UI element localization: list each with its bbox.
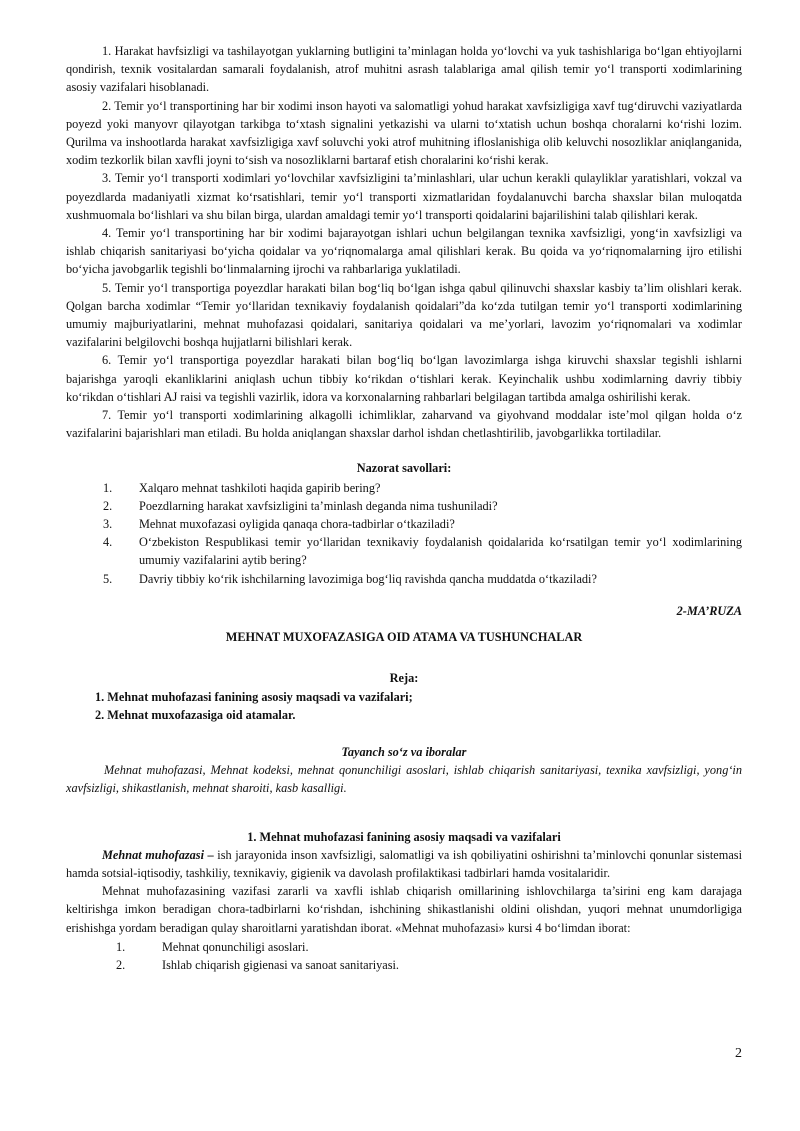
question-number: 3.: [103, 517, 113, 532]
plan-item: 1. Mehnat muhofazasi fanining asosiy maqsadi va vazifalari;: [95, 689, 413, 704]
document-page: [66, 42, 742, 974]
question-text: Davriy tibbiy ko‘rik ishchilarning lavozimiga bog‘liq ravishda qancha muddatda o‘tkaziladi?: [139, 571, 597, 586]
rule-paragraph-6: 6. Temir yo‘l transportiga poyezdlar harakati bilan bog‘liq bo‘lgan lavozimlarga ishga kiruvchi shaxslar tegishli ishlarni bajarishga yaroqli ekanliklarini aniqlash uchun tibbiy ko‘rikdan o‘tishlari kerak. Keyinchalik ushbu xodimlarning davriy tibbiy ko‘rikdan o‘tishlari AJ raisi va tegishli vazirlik, idora va korxonalarning rahbarlari belgilagan tartibda amalga oshirilishi kerak.: [66, 353, 742, 404]
question-text: O‘zbekiston Respublikasi temir yo‘llaridan texnikaviy foydalanish qoidalarida ko‘rsatilgan temir yo‘l xodimlarining umumiy vazifalarini aytib bering?: [139, 535, 742, 568]
definition-text: ish jarayonida inson xavfsizligi, salomatligi va ish qobiliyatini oshirishni ta’minlovchi qonunlar sistemasi hamda sotsial-iqtisodiy, tashkiliy, texnikaviy, gigienik va davolash profilaktikasi tadbirlari hamda vositalaridir.: [66, 847, 742, 880]
list-item: [66, 533, 742, 569]
rule-paragraph-3: 3. Temir yo‘l transporti xodimlari yo‘lovchilar xavfsizligini ta’minlashlari, ular uchun kerakli qulayliklar yaratishlari, vokzal va poyezdlarda madaniyatli xizmat ko‘rsatishlari, temir yo‘l transporti xizmatlaridan foydalanuvchi barcha shaxslar bilan muloqatda xushmuomala bo‘lishlari va shu bilan birga, ulardan amaldagi temir yo‘l transporti qoidalarini bajarilishini talab qilishlari kerak.: [66, 171, 742, 222]
plan-list: [66, 688, 742, 724]
list-item: [66, 956, 742, 974]
section-paragraph: Mehnat muhofazasining vazifasi zararli va xavfli ishlab chiqarish omillarining ishlovchilarga ta’sirini eng kam darajaga keltirishga imkon beradigan chora-tadbirlarni ko‘rishdan, ishchining shikastlanishi oldini olishdan, yuqori mehnat unumdorligiga erishishga yordam beradigan qulay sharoitlarni yaratishdan iborat. «Mehnat muhofazasi» kursi 4 bo‘limdan iborat:: [66, 884, 742, 935]
list-item: [66, 515, 742, 533]
list-item: [66, 497, 742, 515]
questions-list: [66, 479, 742, 588]
list-item: [66, 479, 742, 497]
list-item: [66, 570, 742, 588]
plan-item: 2. Mehnat muxofazasiga oid atamalar.: [95, 707, 296, 722]
rule-paragraph-4: 4. Temir yo‘l transportining har bir xodimi bajarayotgan ishlari uchun belgilangan texnika xavfsizligi, yong‘in xavfsizligi va ishlab chiqarish sanitariyasi bo‘yicha qoidalar va yo‘riqnomalarga amal qilishlari kerak. Bu qoida va yo‘riqnomalarning ijro etilishi bo‘yicha javobgarlik tegishli bo‘linmalarning ijrochi va rahbarlariga yuklatiladi.: [66, 226, 742, 277]
rule-paragraph-5: 5. Temir yo‘l transportiga poyezdlar harakati bilan bog‘liq bo‘lgan ishga qabul qilinuvchi shaxslar kasbiy ta’lim olishlari kerak. Qolgan barcha xodimlar “Temir yo‘llaridan texnikavіy foydalanish qoidalari”da ko‘zda tutilgan temir yo‘l transporti xodimlarining umumiy majburiyatlarini, mehnat muhofazasi qoidalari, sanitariya qoidalari va me’yorlari, lavozim yo‘riqnomalari va xodimlar vazifalarini belgilovchi boshqa hujjatlarni bilishlari kerak.: [66, 280, 742, 350]
list-item: [66, 938, 742, 956]
course-parts-list: [66, 938, 742, 974]
section-title: 1. Mehnat muhofazasi fanining asosiy maqsadi va vazifalari: [247, 829, 561, 844]
question-text: Xalqaro mehnat tashkiloti haqida gapirib bering?: [139, 480, 381, 495]
part-number: 2.: [116, 957, 126, 972]
question-number: 5.: [103, 571, 113, 586]
lecture-title: MEHNAT MUXOFAZASIGA OID ATAMA VA TUSHUNCHALAR: [225, 630, 583, 645]
definition-paragraph: [66, 846, 742, 882]
keywords-text: Mehnat muhofazasi, Mehnat kodeksi, mehnat qonunchiligi asoslari, ishlab chiqarish sanitariyasi, texnika xavfsizligi, yong‘in xavfsizligi, shikastlanish, mehnat sharoiti, kasb kasalligi.: [66, 763, 742, 796]
rule-paragraph-1: 1. Harakat havfsizligi va tashilayotgan yuklarning butligini ta’minlagan holda yo‘lovchi va yuk tashishlariga bo‘lgan ehtiyojlarni qondirish, texnik vositalardan samarali foydalanish, atrof muhitni asrash talablariga amal qilish temir yo‘l transporti xodimlarining asosiy vazifalari hisoblanadi.: [66, 44, 742, 95]
plan-title: Reja:: [389, 671, 419, 686]
part-text: Ishlab chiqarish gigienasi va sanoat sanitariyasi.: [162, 957, 399, 972]
keywords-title: Tayanch so‘z va iboralar: [341, 744, 467, 759]
questions-title: Nazorat savollari:: [356, 461, 452, 476]
question-number: 2.: [103, 498, 113, 513]
lecture-number: 2-MA’RUZA: [676, 603, 742, 618]
rule-paragraph-7: 7. Temir yo‘l transporti xodimlarining alkagolli ichimliklar, zaharvand va giyohvand moddalar iste’mol qilgan holda o‘z vazifalarini bajarishlari man etiladi. Bu holda aniqlangan shaxslar darhol ishdan chetlashtirilib, javobgarlikka tortiladilar.: [66, 408, 742, 441]
part-number: 1.: [116, 939, 126, 954]
question-text: Poezdlarning harakat xavfsizligini ta’minlash deganda nima tushuniladi?: [139, 498, 498, 513]
question-number: 1.: [103, 480, 113, 495]
question-number: 4.: [103, 535, 113, 550]
page-number: 2: [735, 1046, 742, 1061]
definition-term: Mehnat muhofazasi –: [102, 847, 214, 862]
question-text: Mehnat muxofazasi oyligida qanaqa chora-tadbirlar o‘tkaziladi?: [139, 517, 455, 532]
part-text: Mehnat qonunchiligi asoslari.: [162, 939, 309, 954]
rule-paragraph-2: 2. Temir yo‘l transportining har bir xodimi inson hayoti va salomatligi yohud harakat xavfsizligiga xavf tug‘diruvchi vaziyatlarda poyezd yoki manyovr qilayotgan tarkibga to‘xtash signalini yetkazishi va ularni to‘xtatish uchun boshqa choralarni ko‘rishi lozim. Qurilma va inshootlarda harakat xavfsizligiga xavf soluvchi yoki atrof muhitning ifloslanishiga olib keluvchi nosozliklar aniqlanganida, xodim tezkorlik bilan xavfli joyni to‘sish va nosozliklarni bartaraf etish choralarini ko‘rishi kerak.: [66, 98, 742, 168]
